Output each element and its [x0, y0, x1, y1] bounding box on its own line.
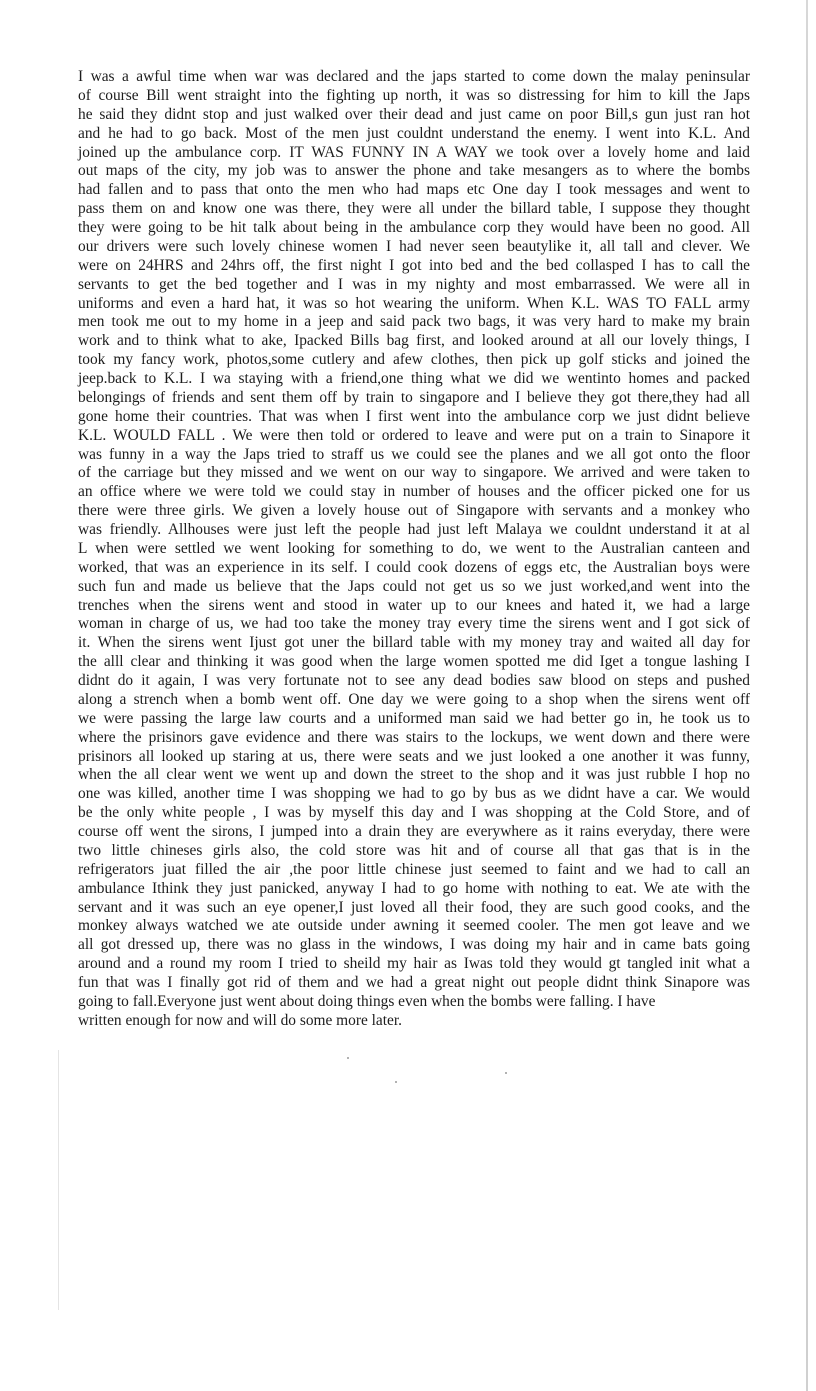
letter-line: along a strench when a bomb went off. One day we were going to a shop when the sirens went off: [78, 690, 750, 708]
letter-line: one was killed, another time I was shopping we had to go by bus as we didnt have a car. We would: [78, 785, 750, 803]
letter-line: trenches when the sirens went and stood in water up to our knees and hated it, we had a large: [78, 596, 750, 614]
letter-line: was friendly. Allhouses were just left the people had just left Malaya we couldnt understand it at al: [78, 521, 750, 538]
letter-line: gone home their countries. That was when I first went into the ambulance corp we just didnt believe: [78, 407, 750, 425]
letter-line: he said they didnt stop and just walked over their dead and just came on poor Bill,s gun just ran hot: [78, 105, 750, 123]
letter-line: servant and it was such an eye opener,I just loved all their food, they are such good cooks, and the: [78, 898, 750, 916]
letter-line: when the all clear went we went up and down the street to the shop and it was just rubble I hop no: [78, 766, 750, 784]
letter-line: refrigerators juat filled the air ,the poor little chinese just seemed to faint and we had to call an: [78, 860, 750, 878]
letter-line: they were going to be hit talk about being in the ambulance corp they would have been no good. All: [78, 219, 750, 236]
page-edge-shadow-left: [58, 1050, 59, 1310]
letter-line: pass them on and know one was there, they were all under the billard table, I suppose they thought: [78, 200, 750, 218]
letter-line: was funny in a way the Japs tried to straff us we could see the planes and we all got onto the floor: [78, 445, 750, 463]
letter-line: were on 24HRS and 24hrs off, the first night I got into bed and the bed collasped I has to call the: [78, 256, 750, 274]
scan-speck: [505, 1072, 507, 1074]
letter-line: ambulance Ithink they just panicked, anyway I had to go home with nothing to eat. We ate with the: [78, 879, 750, 897]
letter-line: it. When the sirens went Ijust got uner the billard table with my money tray and waited all day for: [78, 634, 750, 652]
letter-line: course off went the sirons, I jumped into a drain they are everywhere as it rains everyday, there were: [78, 823, 750, 840]
letter-line: be the only white people , I was by myself this day and I was shopping at the Cold Store, and of: [78, 804, 750, 822]
letter-line: took my fancy work, photos,some cutlery and afew clothes, then pick up golf sticks and joined the: [78, 351, 750, 369]
letter-line: uniforms and even a hard hat, it was so hot wearing the uniform. When K.L. WAS TO FALL army: [78, 294, 750, 312]
letter-line: I was a awful time when war was declared and the japs started to come down the malay peninsular: [78, 68, 750, 85]
letter-line: two little chineses girls also, the cold store was hit and of course all that gas that is in the: [78, 841, 750, 859]
letter-line: the alll clear and thinking it was good when the large women spotted me did Iget a tongue lashing I: [78, 653, 750, 671]
letter-line: written enough for now and will do some more later.: [78, 1011, 402, 1029]
letter-line: K.L. WOULD FALL . We were then told or ordered to leave and were put on a train to Sinapore it: [78, 426, 750, 444]
letter-line: joined up the ambulance corp. IT WAS FUNNY IN A WAY we took over a lovely home and laid: [78, 143, 750, 161]
letter-line: of the carriage but they missed and we went on our way to singapore. We arrived and were taken to: [78, 464, 750, 482]
letter-line: out maps of the city, my job was to answer the phone and take mesangers as to where the bombs: [78, 162, 750, 180]
letter-line: had fallen and to pass that onto the men who had maps etc One day I took messages and went to: [78, 181, 750, 199]
scan-speck: [347, 1057, 349, 1059]
letter-line: men took me out to my home in a jeep and said pack two bags, it was very hard to make my brain: [78, 313, 750, 331]
letter-line: we were passing the large law courts and a uniformed man said we had better go in, he took us to: [78, 709, 750, 727]
letter-line: and he had to go back. Most of the men just couldnt understand the enemy. I went into K.L. And: [78, 124, 750, 142]
letter-body: [78, 68, 750, 1031]
page-edge-shadow: [806, 0, 808, 1391]
letter-line: woman in charge of us, we had too take the money tray every time the sirens went and I got sick of: [78, 615, 750, 633]
letter-line: fun that was I finally got rid of them and we had a great night out people didnt think Sinapore was: [78, 974, 750, 991]
letter-line: belongings of friends and sent them off by train to singapore and I believe they got there,they had all: [78, 388, 750, 406]
letter-line: monkey always watched we ate outside under awning it seemed cooler. The men got leave and we: [78, 917, 750, 935]
letter-line: worked, that was an experience in its self. I could cook dozens of eggs etc, the Australian boys were: [78, 558, 750, 576]
letter-line: all got dressed up, there was no glass in the windows, I was doing my hair and in came bats going: [78, 936, 750, 954]
letter-line: servants to get the bed together and I was in my nighty and most embarrassed. We were all in: [78, 275, 750, 293]
letter-line: didnt do it again, I was very fortunate not to see any dead bodies saw blood on steps and pushed: [78, 672, 750, 689]
letter-line: there were three girls. We given a lovely house out of Singapore with servants and a monkey who: [78, 502, 750, 520]
letter-line: work and to think what to ake, Ipacked Bills bag first, and looked around at all our lovely things, I: [78, 332, 750, 350]
letter-line: an office where we were told we could stay in number of houses and the officer picked one for us: [78, 483, 750, 501]
letter-line: prisinors all looked up staring at us, there were seats and we just looked a one another it was funny,: [78, 747, 750, 765]
letter-line: of course Bill went straight into the fighting up north, it was so distressing for him to kill the Japs: [78, 86, 750, 104]
letter-line: jeep.back to K.L. I wa staying with a friend,one thing what we did we wentinto homes and packed: [78, 370, 750, 387]
letter-line: such fun and made us believe that the Japs could not get us so we just worked,and went into the: [78, 577, 750, 595]
scan-speck: [395, 1081, 397, 1083]
letter-line: our drivers were such lovely chinese women I had never seen beautylike it, all tall and clever. We: [78, 237, 750, 255]
letter-line: L when were settled we went looking for something to do, we went to the Australian canteen and: [78, 539, 750, 557]
letter-line: where the prisinors gave evidence and there was stairs to the lockups, we went down and there were: [78, 728, 750, 746]
letter-line: around and a round my room I tried to sheild my hair as Iwas told they would gt tangled init what a: [78, 955, 750, 973]
letter-line: going to fall.Everyone just went about doing things even when the bombs were falling. I have: [78, 992, 656, 1010]
